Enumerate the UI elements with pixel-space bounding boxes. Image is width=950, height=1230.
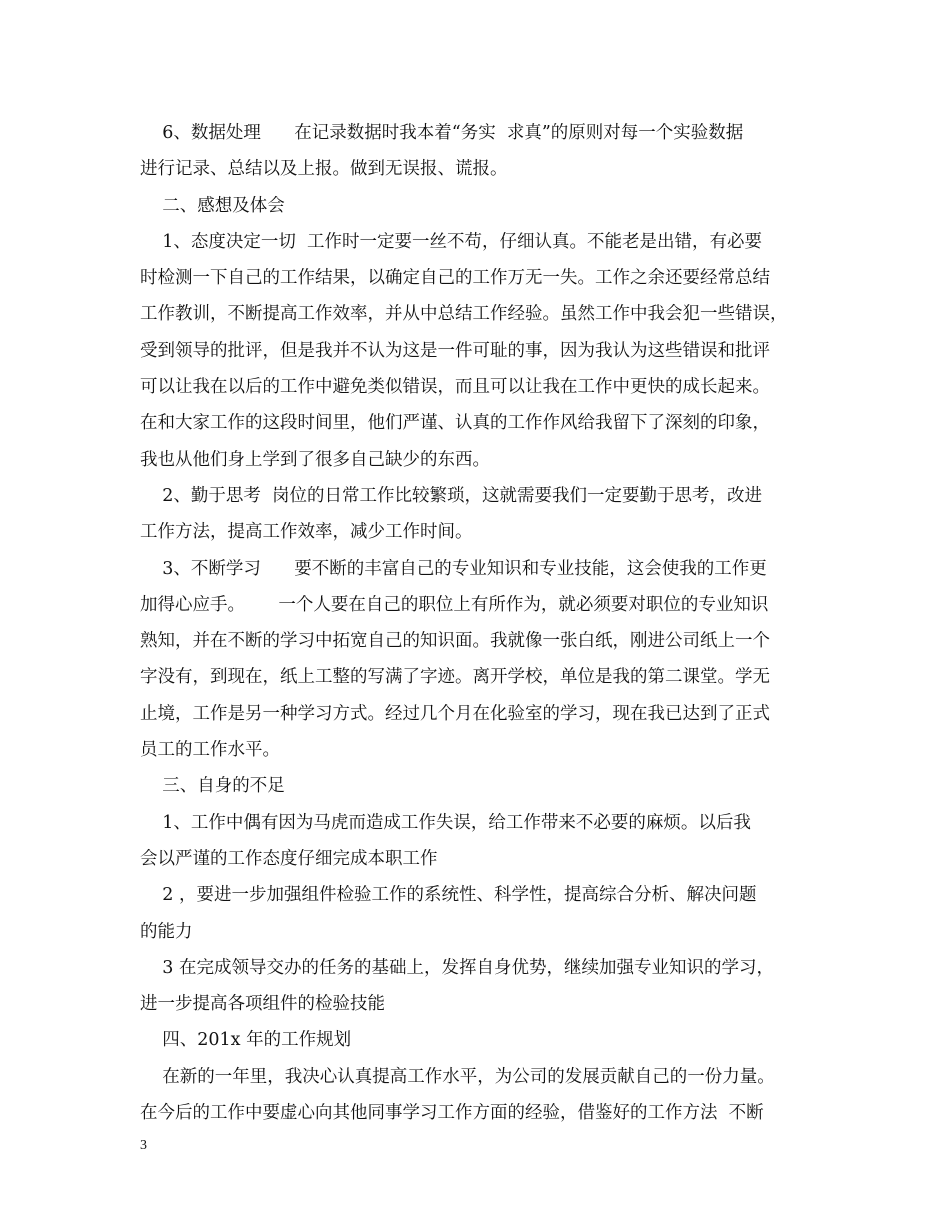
text-line: 2 ，要进一步加强组件检验工作的系统性、科学性，提高综合分析、解决问题 — [140, 885, 757, 906]
text-line: 的能力 — [140, 921, 193, 942]
text-line: 可以让我在以后的工作中避免类似错误，而且可以让我在工作中更快的成长起来。 — [140, 377, 770, 398]
text-line: 在今后的工作中要虚心向其他同事学习工作方面的经验，借鉴好的工作方法 不断 — [140, 1103, 764, 1124]
text-line: 在新的一年里，我决心认真提高工作水平，为公司的发展贡献自己的一份力量。 — [140, 1066, 775, 1087]
text-line: 1、工作中偶有因为马虎而造成工作失误，给工作带来不必要的麻烦。以后我 — [140, 812, 751, 833]
text-line: 会以严谨的工作态度仔细完成本职工作 — [140, 848, 438, 869]
text-line: 加得心应手。 一个人要在自己的职位上有所作为，就必须要对职位的专业知识 — [140, 594, 769, 615]
text-line: 2、勤于思考 岗位的日常工作比较繁琐，这就需要我们一定要勤于思考，改进 — [140, 485, 763, 506]
text-line: 熟知，并在不断的学习中拓宽自己的知识面。我就像一张白纸，刚进公司纸上一个 — [140, 631, 770, 652]
text-line: 字没有，到现在，纸上工整的写满了字迹。离开学校，单位是我的第二课堂。学无 — [140, 667, 770, 688]
text-line: 时检测一下自己的工作结果，以确定自己的工作万无一失。工作之余还要经常总结 — [140, 268, 770, 289]
text-line: 1、态度决定一切 工作时一定要一丝不苟，仔细认真。不能老是出错，有必要 — [140, 231, 763, 252]
section-heading: 四、201x 年的工作规划 — [140, 1030, 352, 1051]
page-number: 3 — [140, 1138, 147, 1153]
text-line: 3、不断学习 要不断的丰富自己的专业知识和专业技能，这会使我的工作更 — [140, 558, 767, 579]
text-line: 员工的工作水平。 — [140, 740, 280, 761]
section-heading: 三、自身的不足 — [140, 776, 285, 797]
text-line: 6、数据处理 在记录数据时我本着“务实 求真”的原则对每一个实验数据 — [140, 123, 744, 143]
text-line: 3 在完成领导交办的任务的基础上，发挥自身优势，继续加强专业知识的学习， — [140, 957, 774, 978]
text-line: 进行记录、总结以及上报。做到无误报、谎报。 — [140, 159, 508, 180]
text-line: 工作方法，提高工作效率，减少工作时间。 — [140, 522, 473, 543]
text-line: 受到领导的批评，但是我并不认为这是一件可耻的事，因为我认为这些错误和批评 — [140, 340, 770, 361]
text-line: 止境，工作是另一种学习方式。经过几个月在化验室的学习，现在我已达到了正式 — [140, 703, 770, 724]
text-line: 工作教训，不断提高工作效率，并从中总结工作经验。虽然工作中我会犯一些错误， — [140, 304, 788, 325]
text-line: 我也从他们身上学到了很多自己缺少的东西。 — [140, 449, 490, 470]
text-line: 进一步提高各项组件的检验技能 — [140, 994, 385, 1015]
document-body — [140, 115, 830, 1131]
text-line: 在和大家工作的这段时间里，他们严谨、认真的工作作风给我留下了深刻的印象， — [140, 413, 770, 434]
section-heading: 二、感想及体会 — [140, 195, 285, 216]
